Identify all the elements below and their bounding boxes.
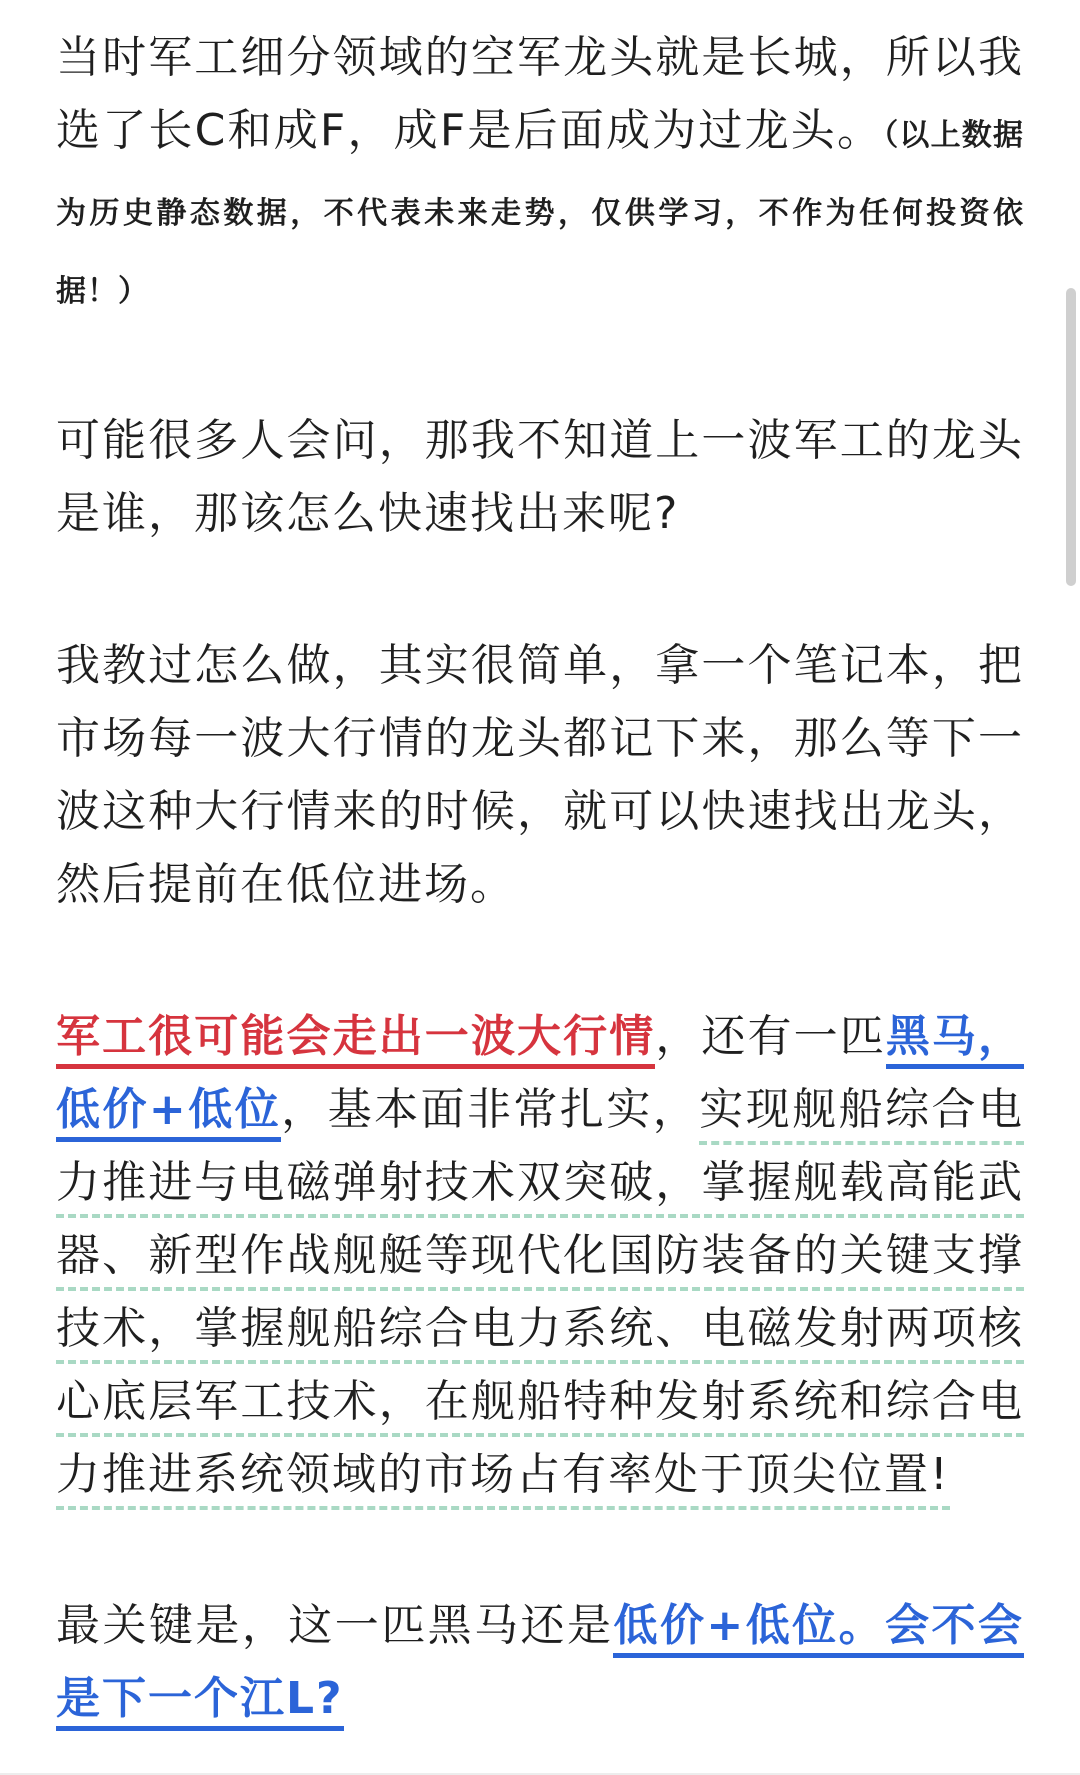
disclaimer-note: （以上数据为历史静态数据，不代表未来走势，仅供学习，不作为任何投资依据！） <box>56 118 1024 309</box>
paragraph-5-lead: 最关键是，这一匹黑马还是 <box>56 1600 614 1651</box>
red-highlight-text: 军工很可能会走出一波大行情 <box>56 1011 655 1069</box>
paragraph-1 <box>56 21 1024 328</box>
blue-highlight-question: 低价+低位。会不会是下一个江L? <box>56 1600 1024 1731</box>
paragraph-4-connector: ，还有一匹 <box>655 1011 886 1062</box>
article-body <box>56 0 1024 1735</box>
scrollbar[interactable] <box>1066 288 1076 586</box>
paragraph-3 <box>56 629 1024 921</box>
paragraph-5 <box>56 1589 1024 1735</box>
dotted-underline-text: 实现舰船综合电力推进与电磁弹射技术双突破，掌握舰载高能武器、新型作战舰艇等现代化国防装备的关键支撑技术，掌握舰船综合电力系统、电磁发射两项核心底层军工技术，在舰船特种发射系统和综合电力推进系统领域的市场占有率处于顶尖位置! <box>56 1084 1024 1510</box>
paragraph-1-text: 当时军工细分领域的空军龙头就是长城，所以我选了长C和成F，成F是后面成为过龙头。 <box>56 32 1024 156</box>
paragraph-3-text: 我教过怎么做，其实很简单，拿一个笔记本，把市场每一波大行情的龙头都记下来，那么等下一波这种大行情来的时候，就可以快速找出龙头，然后提前在低位进场。 <box>56 640 1024 910</box>
paragraph-4 <box>56 1000 1024 1511</box>
paragraph-2 <box>56 404 1024 550</box>
paragraph-2-text: 可能很多人会问，那我不知道上一波军工的龙头是谁，那该怎么快速找出来呢? <box>56 415 1024 539</box>
paragraph-4-connector-2: ，基本面非常扎实， <box>281 1084 700 1135</box>
blue-highlight-text: 黑马，低价+低位 <box>56 1011 1024 1142</box>
